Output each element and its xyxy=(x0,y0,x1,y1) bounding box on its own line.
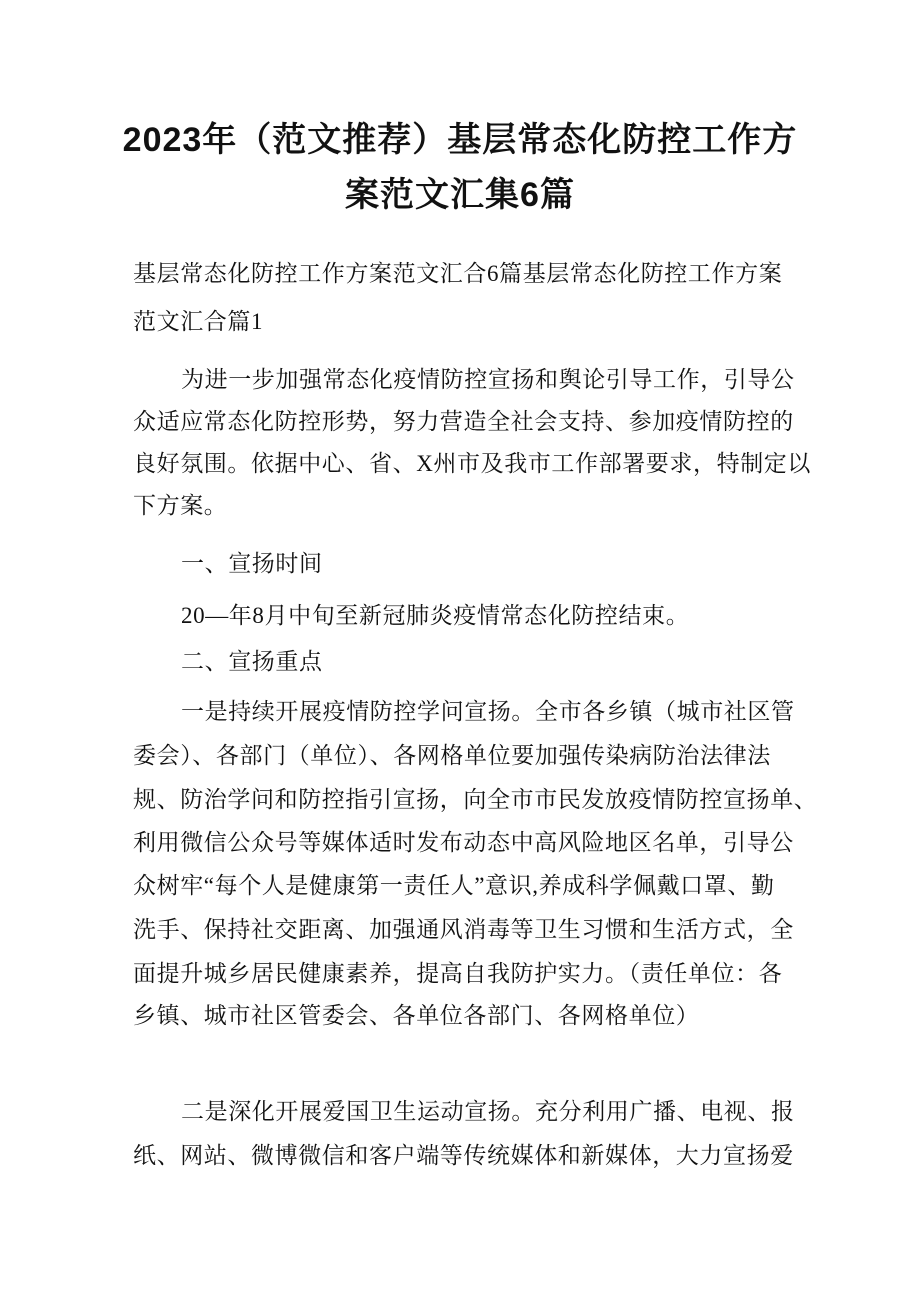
document-title-line-1: 2023年（范文推荐）基层常态化防控工作方 xyxy=(122,121,798,159)
paragraph-4-line: 二是深化开展爱国卫生运动宣扬。充分利用广播、电视、报 xyxy=(181,1099,795,1124)
paragraph-3-line: 一是持续开展疫情防控学问宣扬。全市各乡镇（城市社区管 xyxy=(181,699,795,724)
paragraph-3-line: 乡镇、城市社区管委会、各单位各部门、各网格单位） xyxy=(133,1003,700,1028)
paragraph-3-line: 众树牢“每个人是健康第一责任人”意识,养成科学佩戴口罩、勤 xyxy=(133,873,775,898)
paragraph-2: 20—年8月中旬至新冠肺炎疫情常态化防控结束。 xyxy=(181,603,690,628)
paragraph-1-line: 良好氛围。依据中心、省、X州市及我市工作部署要求，特制定以 xyxy=(133,451,812,476)
paragraph-1-line: 为进一步加强常态化疫情防控宣扬和舆论引导工作，引导公 xyxy=(181,367,795,392)
paragraph-1-line: 众适应常态化防控形势，努力营造全社会支持、参加疫情防控的 xyxy=(133,409,794,434)
paragraph-3-line: 利用微信公众号等媒体适时发布动态中高风险地区名单，引导公 xyxy=(133,830,794,855)
paragraph-1-line: 下方案。 xyxy=(133,493,228,518)
paragraph-3-line: 规、防治学问和防控指引宣扬，向全市市民发放疫情防控宣扬单、 xyxy=(133,787,818,812)
section-heading-2: 二、宣扬重点 xyxy=(181,649,323,674)
paragraph-3-line: 面提升城乡居民健康素养，提高自我防护实力。（责任单位：各 xyxy=(133,961,783,986)
section-heading-1: 一、宣扬时间 xyxy=(181,551,323,576)
document-title-line-2: 案范文汇集6篇 xyxy=(345,176,575,214)
subtitle-line-1: 基层常态化防控工作方案范文汇合6篇基层常态化防控工作方案 xyxy=(133,261,783,286)
paragraph-4-line: 纸、网站、微博微信和客户端等传统媒体和新媒体，大力宣扬爱 xyxy=(133,1143,794,1168)
subtitle-line-2: 范文汇合篇1 xyxy=(133,309,264,334)
paragraph-3-line: 委会）、各部门（单位）、各网格单位要加强传染病防治法律法 xyxy=(133,743,771,768)
paragraph-3-line: 洗手、保持社交距离、加强通风消毒等卫生习惯和生活方式，全 xyxy=(133,917,794,942)
